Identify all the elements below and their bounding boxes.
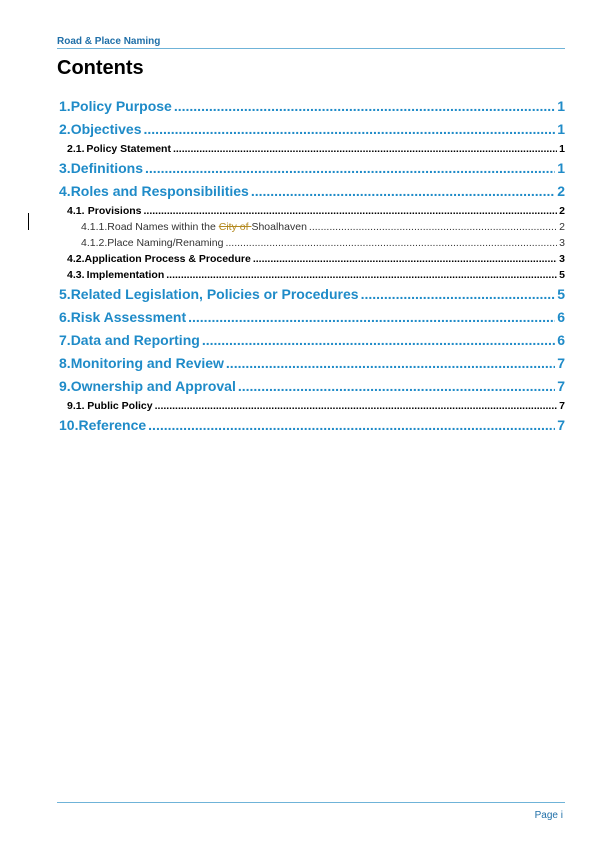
toc-entry-implementation[interactable] — [57, 267, 565, 283]
toc-entry-page: 2 — [557, 183, 565, 199]
toc-entry-number: 4.3. — [67, 269, 85, 281]
toc-entry-label: Provisions — [87, 205, 142, 217]
toc-entry-number: 4. — [59, 183, 71, 199]
toc-leader-dots — [148, 414, 555, 437]
toc-entry-number: 7. — [59, 332, 71, 348]
toc-entry-page: 1 — [557, 121, 565, 137]
toc-entry-page: 3 — [559, 237, 565, 249]
toc-leader-dots — [188, 306, 555, 329]
toc-entry-page: 6 — [557, 332, 565, 348]
page-title: Contents — [57, 57, 144, 79]
toc-entry-risk-assessment[interactable] — [57, 306, 565, 329]
toc-entry-label: Roles and Responsibilities — [70, 183, 249, 199]
toc-entry-data-reporting[interactable] — [57, 329, 565, 352]
toc-entry-provisions[interactable] — [57, 203, 565, 219]
tracked-deletion-text: City of — [218, 221, 252, 233]
toc-entry-number: 6. — [59, 309, 71, 325]
toc-entry-related-legislation[interactable] — [57, 283, 565, 306]
toc-entry-label: Objectives — [70, 121, 142, 137]
toc-leader-dots — [238, 375, 555, 398]
toc-entry-page: 1 — [559, 143, 565, 155]
toc-entry-label: Data and Reporting — [70, 332, 200, 348]
toc-entry-label: Public Policy — [87, 400, 153, 412]
toc-leader-dots — [155, 398, 558, 414]
toc-entry-page: 3 — [559, 253, 565, 265]
toc-entry-number: 2.1. — [67, 143, 85, 155]
toc-entry-number: 9. — [59, 378, 71, 394]
toc-leader-dots — [253, 251, 557, 267]
toc-entry-label: Implementation — [86, 269, 165, 281]
toc-entry-policy-purpose[interactable] — [57, 95, 565, 118]
toc-leader-dots — [361, 283, 556, 306]
toc-leader-dots — [202, 329, 555, 352]
toc-entry-place-naming[interactable] — [57, 235, 565, 251]
toc-entry-label: Related Legislation, Policies or Procedures — [70, 286, 359, 302]
toc-entry-label: Policy Purpose — [70, 98, 172, 114]
toc-entry-number: 8. — [59, 355, 71, 371]
toc-entry-monitoring-review[interactable] — [57, 352, 565, 375]
toc-entry-page: 6 — [557, 309, 565, 325]
toc-entry-number: 4.1.2. — [81, 237, 108, 249]
toc-entry-page: 1 — [557, 160, 565, 176]
toc-entry-objectives[interactable] — [57, 118, 565, 141]
toc-entry-application-process[interactable] — [57, 251, 565, 267]
toc-label-text: Road Names within the — [107, 221, 219, 233]
toc-entry-number: 4.1.1. — [81, 221, 108, 233]
toc-entry-page: 7 — [559, 400, 565, 412]
toc-leader-dots — [173, 141, 557, 157]
toc-entry-page: 2 — [559, 205, 565, 217]
toc-entry-page: 7 — [557, 378, 565, 394]
toc-leader-dots — [225, 235, 557, 251]
toc-entry-label: Definitions — [70, 160, 144, 176]
toc-entry-label: Place Naming/Renaming — [107, 237, 224, 249]
toc-entry-number: 5. — [59, 286, 71, 302]
toc-entry-label — [107, 219, 307, 235]
header-divider — [57, 48, 565, 49]
toc-entry-page: 1 — [557, 98, 565, 114]
toc-entry-page: 5 — [559, 269, 565, 281]
toc-entry-label: Risk Assessment — [70, 309, 187, 325]
toc-entry-roles-responsibilities[interactable] — [57, 180, 565, 203]
toc-entry-label: Ownership and Approval — [70, 378, 236, 394]
toc-entry-reference[interactable] — [57, 414, 565, 437]
toc-leader-dots — [166, 267, 557, 283]
toc-leader-dots — [145, 157, 555, 180]
footer-page-number: Page i — [534, 810, 563, 821]
toc-entry-number: 1. — [59, 98, 71, 114]
toc-entry-number: 10. — [59, 417, 79, 433]
toc-entry-page: 7 — [557, 417, 565, 433]
toc-leader-dots — [309, 219, 557, 235]
toc-entry-road-names[interactable] — [57, 219, 565, 235]
toc-entry-number: 4.1. — [67, 205, 85, 217]
toc-entry-public-policy[interactable] — [57, 398, 565, 414]
document-header-title: Road & Place Naming — [57, 36, 161, 47]
toc-leader-dots — [174, 95, 555, 118]
toc-entry-ownership-approval[interactable] — [57, 375, 565, 398]
toc-entry-number: 9.1. — [67, 400, 85, 412]
text-cursor — [28, 213, 29, 230]
toc-entry-number: 2. — [59, 121, 71, 137]
toc-label-text: Shoalhaven — [251, 221, 307, 233]
footer-divider — [57, 802, 565, 803]
table-of-contents — [57, 95, 565, 437]
toc-leader-dots — [143, 203, 557, 219]
toc-entry-label: Monitoring and Review — [70, 355, 224, 371]
toc-leader-dots — [251, 180, 555, 203]
toc-leader-dots — [226, 352, 555, 375]
toc-entry-page: 2 — [559, 221, 565, 233]
toc-entry-page: 7 — [557, 355, 565, 371]
toc-entry-definitions[interactable] — [57, 157, 565, 180]
toc-entry-label: Policy Statement — [86, 143, 171, 155]
toc-entry-number: 3. — [59, 160, 71, 176]
toc-entry-number: 4.2. — [67, 253, 85, 265]
toc-leader-dots — [144, 118, 556, 141]
toc-entry-policy-statement[interactable] — [57, 141, 565, 157]
toc-entry-page: 5 — [557, 286, 565, 302]
toc-entry-label: Application Process & Procedure — [84, 253, 251, 265]
toc-entry-label: Reference — [78, 417, 147, 433]
